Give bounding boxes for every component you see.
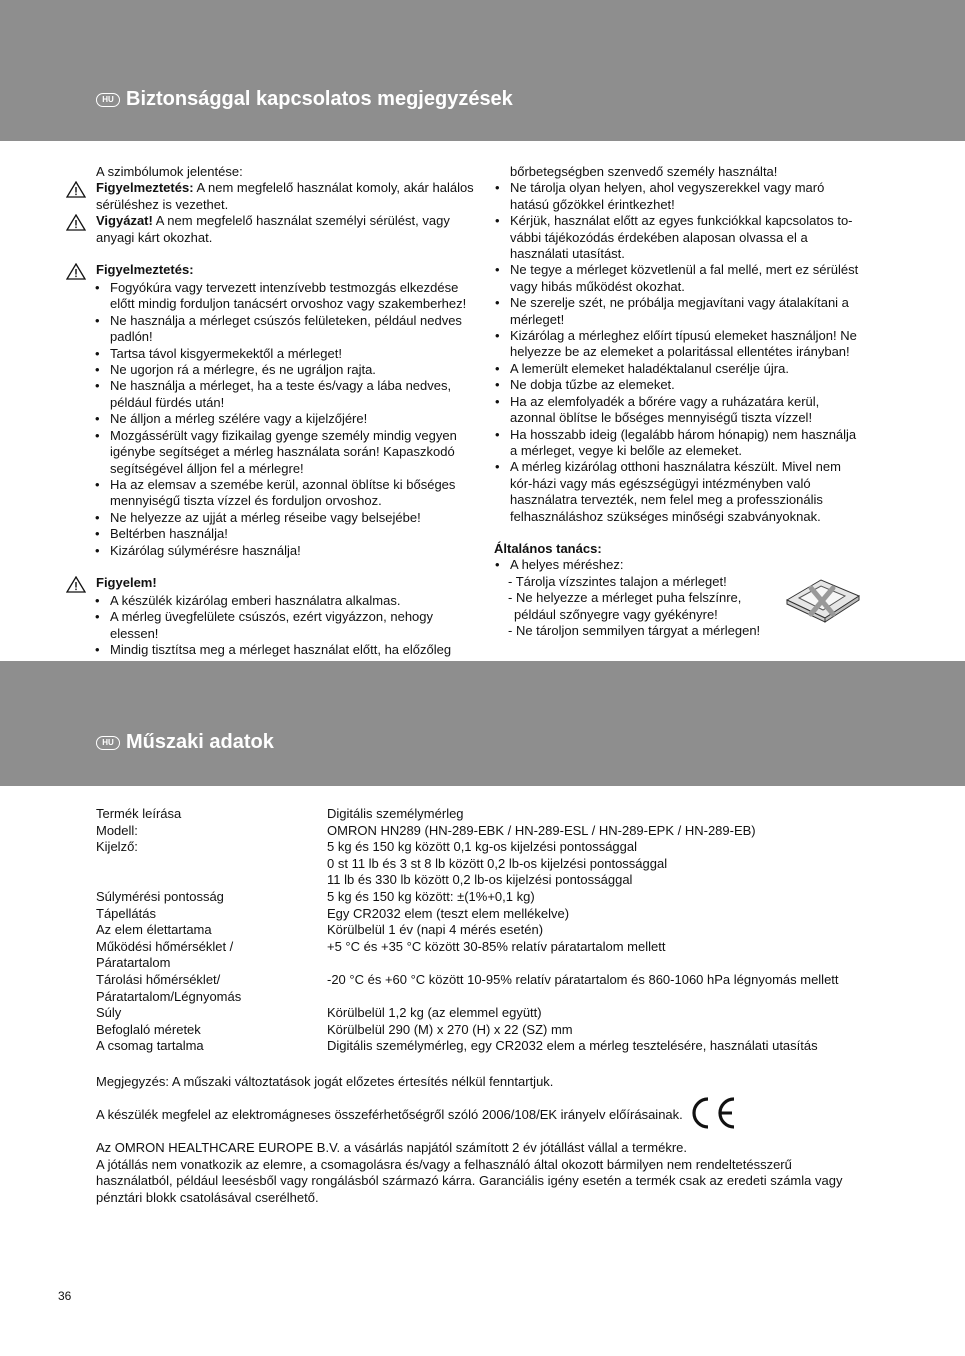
- safety-title-text: Biztonsággal kapcsolatos megjegyzések: [126, 88, 513, 110]
- caution-definition: A nem megfelelő használat személyi sérülést, vagy anyagi kárt okozhat.: [96, 213, 450, 245]
- list-item: • Fogyókúra vagy tervezett intenzívebb testmozgás elkezdése előtt mindig forduljon tanácsért orvoshoz vagy szakemberhez!: [94, 280, 476, 313]
- list-item: • Ne használja a mérleget, ha a teste és/vagy a lába nedves, például fürdés után!: [94, 378, 476, 411]
- list-item: • A helyes méréshez:: [494, 557, 866, 573]
- advice-line: például szőnyegre vagy gyékényre!: [514, 606, 718, 622]
- cautions-list: [94, 593, 476, 659]
- safety-right-column: [494, 164, 866, 639]
- list-item: • Tartsa távol kisgyermekektől a mérleget!: [94, 346, 476, 362]
- warning-definition: A nem megfelelő használat komoly, akár halálos sérüléshez is vezethet.: [96, 180, 474, 212]
- list-item: • Ne helyezze az ujját a mérleg réseibe vagy belsejébe!: [94, 510, 476, 526]
- table-row: Termék leírása Digitális személymérleg: [96, 806, 464, 821]
- list-item: • A készülék kizárólag emberi használatra alkalmas.: [94, 593, 476, 609]
- ce-mark-logo: [688, 1096, 738, 1135]
- scale-on-carpet-crossed-illustration: [783, 570, 863, 631]
- advice-line: - Ne tároljon semmilyen tárgyat a mérlegen!: [508, 622, 761, 638]
- safety-left-column: [66, 164, 476, 659]
- page-number: 36: [58, 1289, 72, 1303]
- list-item: • Ne szerelje szét, ne próbálja megjavítani vagy átalakítani a mérleget!: [494, 295, 866, 328]
- table-row: Tápellátás Egy CR2032 elem (teszt elem mellékelve): [96, 905, 570, 921]
- table-row: Páratartalom/Légnyomás: [96, 988, 242, 1004]
- list-item: • Ha hosszabb ideig (legalább három hónapig) nem használja a mérleget, vegye ki belőle az elemeket.: [494, 427, 866, 460]
- hu-language-badge: HU: [96, 93, 120, 107]
- general-advice-heading: Általános tanács:: [494, 540, 602, 556]
- specs-table: [96, 806, 847, 1055]
- specs-title: [96, 731, 274, 754]
- list-item: • Ha az elemfolyadék a bőrére vagy a ruházatára kerül, azonnal öblítse le bőséges mennyiségű tiszta vízzel!: [494, 394, 866, 427]
- table-row: Páratartalom: [96, 955, 171, 971]
- advice-line: - Ne helyezze a mérleget puha felszínre,: [508, 590, 742, 606]
- warranty-text: [96, 1140, 866, 1206]
- warnings-list: [94, 280, 476, 559]
- technical-note: Megjegyzés: A műszaki változtatások jogát előzetes értesítés nélkül fenntartjuk.: [96, 1074, 554, 1089]
- table-row: A csomag tartalma Digitális személymérleg, egy CR2032 elem a mérleg tesztelésére, használati utasítás: [96, 1038, 818, 1054]
- table-row: Súlymérési pontosság 5 kg és 150 kg között: ±(1%+0,1 kg): [96, 888, 535, 904]
- warning-icon: [66, 262, 96, 280]
- table-row: Kijelző: 5 kg és 150 kg között 0,1 kg-os kijelzési pontossággal: [96, 839, 638, 855]
- warranty-line: Az OMRON HEALTHCARE EUROPE B.V. a vásárlás napjától számított 2 év jótállást vállal a termékre.: [96, 1140, 687, 1155]
- warranty-conditions: A jótállás nem vonatkozik az elemre, a csomagolásra és/vagy a felhasználó által okozott bármilyen nem rendeltetésszerű használatból, például leesésből vagy rongálásból származó kárra. Garanciális igény esetén a termék csak az eredeti számla vagy pénztári blokk csatolásával cserélhető.: [96, 1156, 843, 1205]
- table-row: Az elem élettartama Körülbelül 1 év (napi 4 mérés esetén): [96, 922, 544, 938]
- table-row: Modell: OMRON HN289 (HN-289-EBK / HN-289-ESL / HN-289-EPK / HN-289-EB): [96, 822, 756, 838]
- table-row: Tárolási hőmérséklet/ -20 °C és +60 °C között 10-95% relatív páratartalom és 860-1060 hPa légnyomás mellett: [96, 971, 839, 987]
- list-item: • Beltérben használja!: [94, 526, 476, 542]
- list-item: • Ne dobja tűzbe az elemeket.: [494, 377, 866, 393]
- list-item: • Kizárólag súlymérésre használja!: [94, 543, 476, 559]
- list-item: • Ne álljon a mérleg szélére vagy a kijelzőjére!: [94, 411, 476, 427]
- list-item: • Mozgássérült vagy fizikailag gyenge személy mindig vegyen igénybe segítséget a mérleg használata során! Kapaszkodó segítségével álljon fel a mérlegre!: [94, 428, 476, 477]
- warning-icon: [66, 180, 96, 213]
- list-item: • Ne használja a mérleget csúszós felületeken, például nedves padlón!: [94, 313, 476, 346]
- warning-heading: Figyelmeztetés:: [96, 262, 194, 278]
- list-item: • Ne tegye a mérleget közvetlenül a fal mellé, mert ez sérülést vagy hibás működést okozhat.: [494, 262, 866, 295]
- table-row: Súly Körülbelül 1,2 kg (az elemmel együtt): [96, 1005, 542, 1021]
- list-item: • A mérleg üvegfelülete csúszós, ezért vigyázzon, nehogy elessen!: [94, 609, 476, 642]
- safety-title: [96, 88, 513, 111]
- list-item: • Ha az elemsav a szemébe kerül, azonnal öblítse ki bőséges mennyiségű tiszta vízzel és forduljon orvoshoz.: [94, 477, 476, 510]
- emc-directive-text: A készülék megfelel az elektromágneses összeférhetőségről szóló 2006/108/EK irányelv előírásainak.: [96, 1107, 683, 1122]
- hu-language-badge: HU: [96, 736, 120, 750]
- warning-icon: [66, 575, 96, 593]
- symbols-intro: A szimbólumok jelentése:: [96, 164, 243, 179]
- list-item: • Ne ugorjon rá a mérlegre, és ne ugráljon rajta.: [94, 362, 476, 378]
- table-row: 11 lb és 330 lb között 0,2 lb-os kijelzési pontossággal: [327, 872, 633, 888]
- specs-title-text: Műszaki adatok: [126, 731, 274, 753]
- right-bullets-list: [494, 180, 866, 525]
- list-item: • A lemerült elemeket haladéktalanul cserélje újra.: [494, 361, 866, 377]
- continuation-text: bőrbetegségben szenvedő személy használta!: [510, 164, 778, 179]
- list-item: • Kérjük, használat előtt az egyes funkciókkal kapcsolatos to-vábbi tájékozódás érdekében alaposan olvassa el a használati utasítást.: [494, 213, 866, 262]
- warning-icon: [66, 213, 96, 246]
- list-item: • Ne tárolja olyan helyen, ahol vegyszerekkel vagy maró hatású gőzökkel érintkezhet!: [494, 180, 866, 213]
- table-row: Befoglaló méretek Körülbelül 290 (M) x 270 (H) x 22 (SZ) mm: [96, 1021, 573, 1037]
- specs-header-band: [0, 661, 965, 786]
- caution-label: Vigyázat!: [96, 213, 153, 229]
- warning-label: Figyelmeztetés:: [96, 180, 194, 196]
- list-item: • Kizárólag a mérleghez előírt típusú elemeket használjon! Ne helyezze be az elemeket a polaritással ellentétes irányban!: [494, 328, 866, 361]
- advice-line: - Tárolja vízszintes talajon a mérleget!: [508, 573, 727, 589]
- table-row: 0 st 11 lb és 3 st 8 lb között 0,2 lb-os kijelzési pontossággal: [327, 855, 668, 871]
- safety-header-band: [0, 0, 965, 141]
- list-item: • A mérleg kizárólag otthoni használatra készült. Mivel nem kór-házi vagy más egészségügyi intézményben való használatra tervezték, nem felel meg a professzionális felhasználáshoz szükséges minőségi szabványoknak.: [494, 459, 866, 525]
- table-row: Működési hőmérséklet / +5 °C és +35 °C között 30-85% relatív páratartalom mellett: [96, 938, 666, 954]
- caution-heading: Figyelem!: [96, 574, 157, 590]
- list-item: • Mindig tisztítsa meg a mérleget használat előtt, ha előzőleg: [94, 642, 476, 658]
